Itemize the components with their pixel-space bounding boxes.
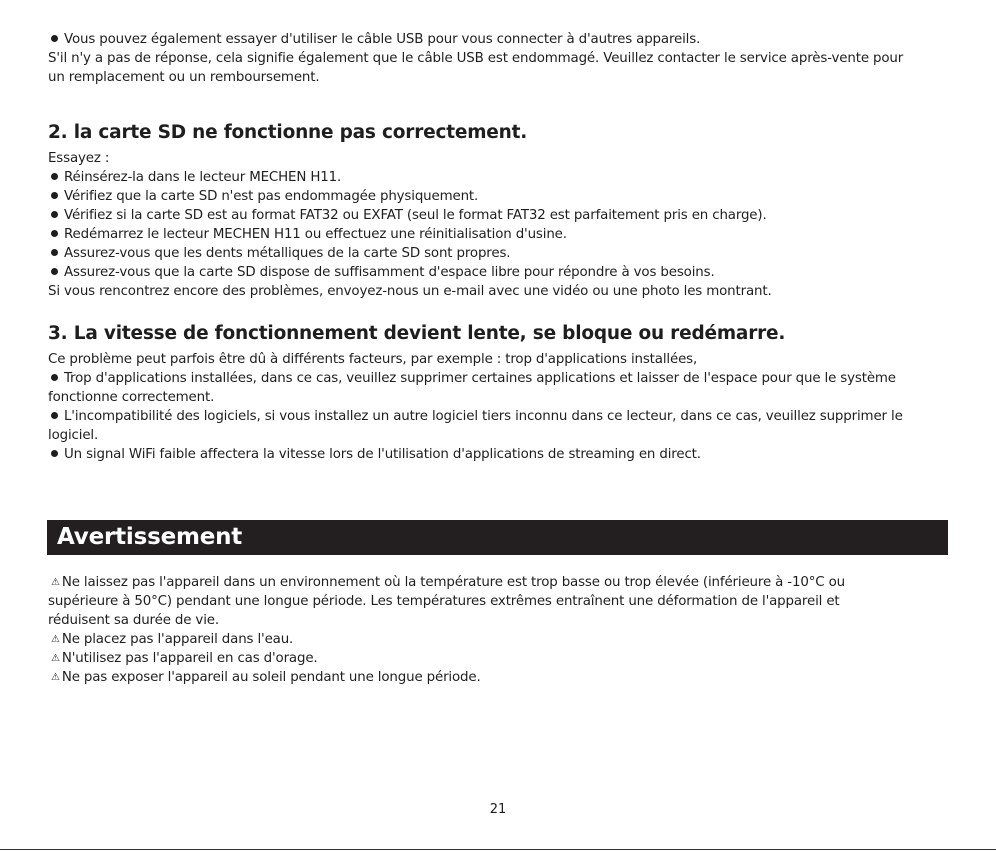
intro-line: S'il n'y a pas de réponse, cela signifie également que le câble USB est endommagé. Veuillez contacter le service après-vente pour	[48, 51, 904, 66]
warning-triangle-icon: ⚠	[51, 653, 60, 664]
warning-text: Ne pas exposer l'appareil au soleil pendant une longue période.	[61, 670, 481, 685]
warning-banner	[47, 520, 948, 555]
list-item: Réinsérez-la dans le lecteur MECHEN H11.	[48, 168, 953, 187]
section-2-lead: Essayez :	[48, 151, 110, 166]
warning-item	[48, 668, 953, 687]
intro-bullet-line: Vous pouvez également essayer d'utiliser le câble USB pour vous connecter à d'autres appareils.	[48, 30, 953, 49]
list-item: Assurez-vous que la carte SD dispose de suffisamment d'espace libre pour répondre à vos besoins.	[48, 263, 953, 282]
list-item: Vérifiez si la carte SD est au format FAT32 ou EXFAT (seul le format FAT32 est parfaitement pris en charge).	[48, 206, 953, 225]
list-item: Assurez-vous que les dents métalliques de la carte SD sont propres.	[48, 244, 953, 263]
page-number: 21	[489, 802, 507, 817]
warning-text: Ne placez pas l'appareil dans l'eau.	[61, 632, 294, 647]
warning-triangle-icon: ⚠	[51, 672, 60, 683]
warning-item-continuation: réduisent sa durée de vie.	[48, 613, 219, 628]
warning-triangle-icon: ⚠	[51, 634, 60, 645]
list-item: Vérifiez que la carte SD n'est pas endommagée physiquement.	[48, 187, 953, 206]
section-3-heading: 3. La vitesse de fonctionnement devient lente, se bloque ou redémarre.	[48, 323, 786, 344]
warning-item	[48, 630, 953, 649]
intro-line: un remplacement ou un remboursement.	[48, 70, 320, 85]
warning-text: Ne laissez pas l'appareil dans un environnement où la température est trop basse ou trop élevée (inférieure à -10°C ou	[61, 575, 845, 590]
list-item-continuation: fonctionne correctement.	[48, 390, 215, 405]
section-3-lead: Ce problème peut parfois être dû à différents facteurs, par exemple : trop d'applications installées,	[48, 352, 698, 367]
warning-title: Avertissement	[57, 524, 243, 550]
list-item: Un signal WiFi faible affectera la vitesse lors de l'utilisation d'applications de streaming en direct.	[48, 445, 953, 464]
list-item: Trop d'applications installées, dans ce cas, veuillez supprimer certaines applications et laisser de l'espace pour que le système	[48, 369, 953, 388]
section-2-heading: 2. la carte SD ne fonctionne pas correctement.	[48, 122, 528, 143]
warning-item	[48, 649, 953, 668]
list-item: Redémarrez le lecteur MECHEN H11 ou effectuez une réinitialisation d'usine.	[48, 225, 953, 244]
list-item-continuation: logiciel.	[48, 428, 99, 443]
warning-item-continuation: supérieure à 50°C) pendant une longue période. Les températures extrêmes entraînent une déformation de l'appareil et	[48, 594, 840, 609]
list-item: L'incompatibilité des logiciels, si vous installez un autre logiciel tiers inconnu dans ce lecteur, dans ce cas, veuillez supprimer le	[48, 407, 953, 426]
warning-item	[48, 573, 953, 592]
section-2-closing: Si vous rencontrez encore des problèmes, envoyez-nous un e-mail avec une vidéo ou une photo les montrant.	[48, 284, 772, 299]
warning-triangle-icon: ⚠	[51, 577, 60, 588]
warning-text: N'utilisez pas l'appareil en cas d'orage.	[61, 651, 318, 666]
bottom-rule	[0, 849, 996, 850]
